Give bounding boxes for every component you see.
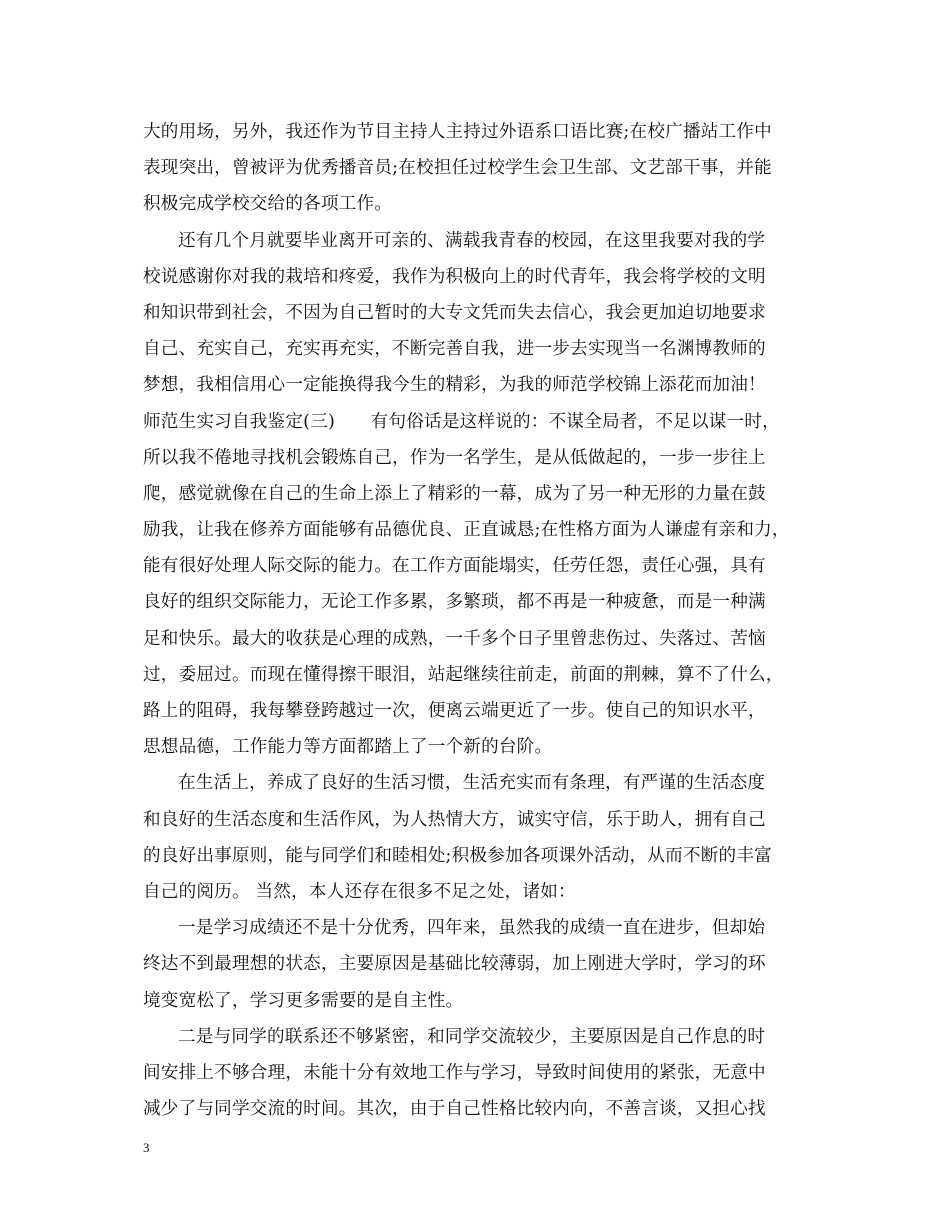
text-line: 梦想，我相信用心一定能换得我今生的精彩，为我的师范学校锦上添花而加油！ [143, 375, 766, 396]
text-line: 路上的阻碍，我每攀登跨越过一次，便离云端更近了一步。使自己的知识水平， [143, 701, 766, 721]
paragraph-first-line: 一是学习成绩还不是十分优秀，四年来，虽然我的成绩一直在进步，但却始 [178, 918, 766, 939]
text-line: 积极完成学校交给的各项工作。 [143, 194, 393, 215]
text-line: 和良好的生活态度和生活作风，为人热情大方，诚实守信，乐于助人，拥有自己 [143, 809, 766, 830]
text-line: 励我，让我在修养方面能够有品德优良、正直诚恳;在性格方面为人谦虚有亲和力， [143, 520, 790, 541]
document-body [143, 114, 823, 1127]
text-line: 大的用场，另外，我还作为节目主持人主持过外语系口语比赛;在校广播站工作中 [143, 122, 772, 142]
text-line: 间安排上不够合理，未能十分有效地工作与学习，导致时间使用的紧张，无意中 [143, 1062, 766, 1083]
text-line: 和知识带到社会，不因为自己暂时的大专文凭而失去信心，我会更加迫切地要求 [143, 302, 766, 323]
paragraph-first-line: 还有几个月就要毕业离开可亲的、满载我青春的校园，在这里我要对我的学 [178, 230, 766, 251]
text-line: 自己、充实自己，充实再充实，不断完善自我，进一步去实现当一名渊博教师的 [143, 339, 766, 360]
text-line: 的良好出事原则，能与同学们和睦相处;积极参加各项课外活动，从而不断的丰富 [143, 845, 772, 866]
text-line: 思想品德，工作能力等方面都踏上了一个新的台阶。 [143, 737, 553, 758]
text-line: 终达不到最理想的状态，主要原因是基础比较薄弱，加上刚进大学时，学习的环 [143, 954, 766, 975]
text-line: 境变宽松了，学习更多需要的是自主性。 [143, 990, 464, 1011]
text-line: 良好的组织交际能力，无论工作多累，多繁琐，都不再是一种疲惫，而是一种满 [143, 592, 766, 613]
text-line: 自己的阅历。 当然，本人还存在很多不足之处，诸如： [143, 881, 576, 902]
section-heading-line: 师范生实习自我鉴定(三) 有句俗话是这样说的：不谋全局者，不足以谋一时， [143, 411, 780, 432]
text-line: 所以我不倦地寻找机会锻炼自己，作为一名学生，是从低做起的，一步一步往上 [143, 447, 766, 468]
text-line: 爬，感觉就像在自己的生命上添上了精彩的一幕，成为了另一种无形的力量在鼓 [143, 483, 766, 504]
text-line: 表现突出，曾被评为优秀播音员;在校担任过校学生会卫生部、文艺部干事，并能 [143, 158, 772, 179]
page-number: 3 [143, 1140, 150, 1155]
paragraph-first-line: 在生活上，养成了良好的生活习惯，生活充实而有条理，有严谨的生活态度 [178, 773, 766, 794]
text-line: 校说感谢你对我的栽培和疼爱，我作为积极向上的时代青年，我会将学校的文明 [143, 266, 766, 287]
text-line: 减少了与同学交流的时间。其次，由于自己性格比较内向，不善言谈，又担心找 [143, 1099, 766, 1120]
text-line: 过，委屈过。而现在懂得擦干眼泪，站起继续往前走，前面的荆棘，算不了什么， [143, 664, 784, 685]
text-line: 足和快乐。最大的收获是心理的成熟，一千多个日子里曾悲伤过、失落过、苦恼 [143, 628, 766, 649]
paragraph-first-line: 二是与同学的联系还不够紧密，和同学交流较少，主要原因是自己作息的时 [178, 1026, 766, 1047]
text-line: 能有很好处理人际交际的能力。在工作方面能塌实，任劳任怨，责任心强，具有 [143, 556, 766, 577]
